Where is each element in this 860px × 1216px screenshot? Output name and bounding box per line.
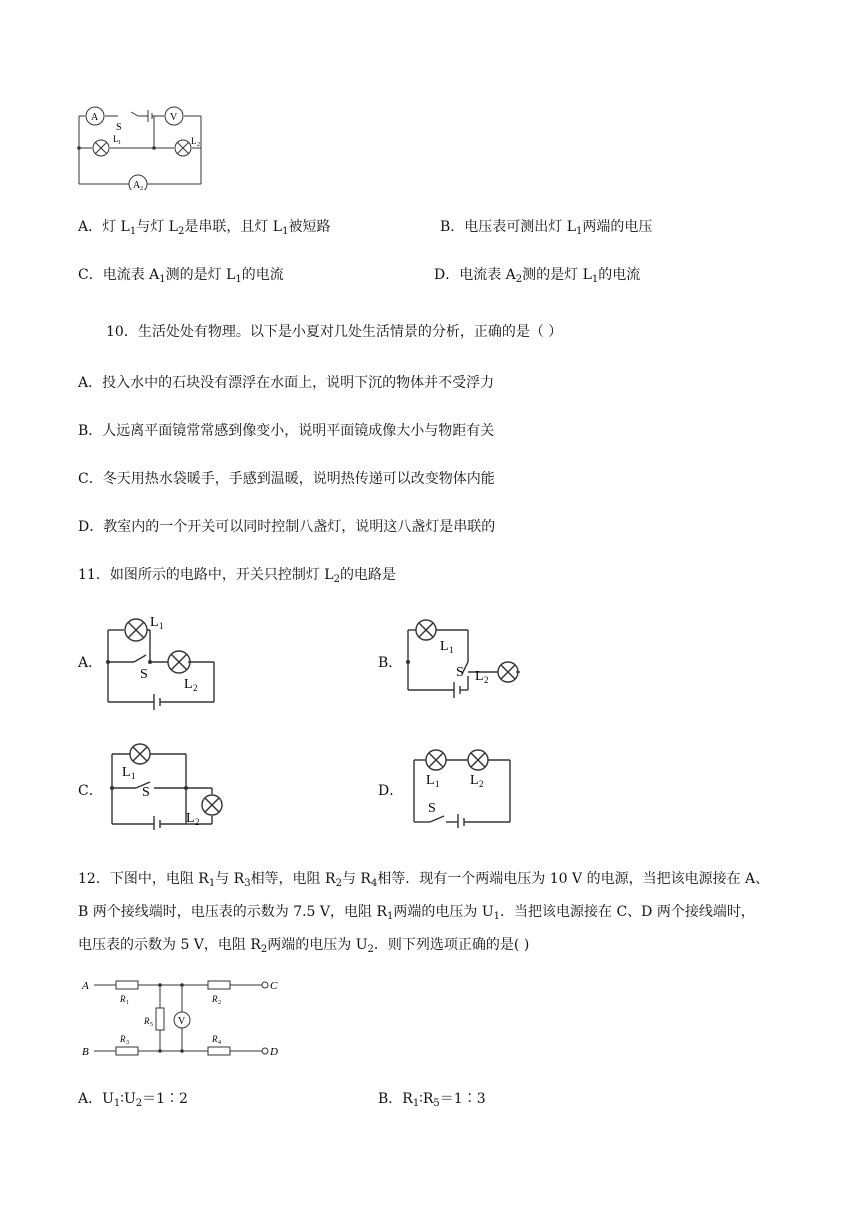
svg-text:L: L xyxy=(426,773,435,788)
svg-text:L: L xyxy=(184,677,193,692)
q10-option-b[interactable]: B．人远离平面镜常常感到像变小，说明平面镜成像大小与物距有关 xyxy=(78,423,495,439)
svg-text:D: D xyxy=(270,1046,278,1058)
svg-text:5: 5 xyxy=(150,1022,153,1028)
svg-text:L: L xyxy=(475,669,484,684)
svg-text:2: 2 xyxy=(195,817,200,827)
q9-option-d[interactable]: D．电流表 $A_2$测的是灯 $L_1$的电流 xyxy=(434,267,641,285)
svg-text:R: R xyxy=(212,1034,218,1044)
svg-text:S: S xyxy=(428,801,436,816)
svg-text:2: 2 xyxy=(140,186,143,190)
svg-text:S: S xyxy=(142,785,150,800)
svg-text:2: 2 xyxy=(197,142,200,148)
q9-circuit-diagram xyxy=(76,102,211,190)
q12-option-b[interactable]: B．$R_1∶R_5=1∶3$ xyxy=(378,1091,486,1109)
svg-text:1: 1 xyxy=(159,621,164,631)
svg-text:C: C xyxy=(270,980,278,992)
q10-stem: 10．生活处处有物理。以下是小夏对几处生活情景的分析，正确的是（ ） xyxy=(106,324,563,340)
q12-stem-line-2: B 两个接线端时，电压表的示数为 7.5 V，电阻 $R_1$两端的电压为 $U_1$．当把该电源接在 C、D 两个接线端时， xyxy=(78,904,755,922)
svg-text:S: S xyxy=(456,665,464,680)
svg-text:L: L xyxy=(470,773,479,788)
svg-text:R: R xyxy=(144,1016,150,1026)
q11-option-c-label[interactable]: C． xyxy=(78,783,103,799)
q11-stem: 11．如图所示的电路中，开关只控制灯 $L_2$的电路是 xyxy=(78,567,396,585)
lamp-l1-label: L xyxy=(113,134,119,144)
svg-text:1: 1 xyxy=(131,771,136,781)
svg-text:2: 2 xyxy=(218,1000,221,1006)
svg-text:R: R xyxy=(212,994,218,1004)
svg-text:L: L xyxy=(440,639,449,654)
q11-circuit-a[interactable] xyxy=(104,614,224,710)
svg-text:R: R xyxy=(120,1034,126,1044)
q11-option-b-label[interactable]: B． xyxy=(378,655,403,671)
q11-circuit-c[interactable] xyxy=(106,742,240,830)
q12-stem-line-1: 12．下图中，电阻 $R_1$与 $R_3$相等，电阻 $R_2$与 $R_4$相等．现有一个两端电压为 10 V 的电源，当把该电源接在 A、 xyxy=(78,871,770,889)
ammeter-a1-label: A xyxy=(91,112,99,123)
svg-text:L: L xyxy=(186,811,195,826)
q9-option-a[interactable]: A．灯 $L_1$与灯 $L_2$是串联，且灯 $L_1$被短路 xyxy=(78,219,331,237)
svg-text:L: L xyxy=(122,765,131,780)
svg-text:4: 4 xyxy=(218,1040,221,1046)
q10-option-a[interactable]: A．投入水中的石块没有漂浮在水面上，说明下沉的物体并不受浮力 xyxy=(78,375,495,391)
svg-text:2: 2 xyxy=(479,779,484,789)
ammeter-a2-label: A xyxy=(133,180,141,190)
voltmeter-label: V xyxy=(178,1016,186,1027)
q11-option-a-label[interactable]: A． xyxy=(78,655,103,671)
q12-circuit-diagram xyxy=(80,972,280,1064)
switch-label: S xyxy=(116,122,122,133)
q10-option-c[interactable]: C．冬天用热水袋暖手，手感到温暖，说明热传递可以改变物体内能 xyxy=(78,471,495,487)
svg-text:2: 2 xyxy=(484,675,489,685)
svg-text:S: S xyxy=(140,667,148,682)
svg-text:1: 1 xyxy=(435,779,440,789)
q11-circuit-b[interactable] xyxy=(404,618,524,702)
q9-option-c[interactable]: C．电流表 $A_1$测的是灯 $L_1$的电流 xyxy=(78,267,284,285)
svg-text:A: A xyxy=(82,980,89,992)
svg-text:1: 1 xyxy=(126,1000,129,1006)
q10-option-d[interactable]: D．教室内的一个开关可以同时控制八盏灯，说明这八盏灯是串联的 xyxy=(78,519,496,535)
q12-stem-line-3: 电压表的示数为 5 V，电阻 $R_2$两端的电压为 $U_2$．则下列选项正确的是( ) xyxy=(78,937,530,955)
q12-option-a[interactable]: A．$U_1∶U_2=1∶2$ xyxy=(78,1091,188,1109)
q11-circuit-d[interactable] xyxy=(410,746,520,828)
q11-option-d-label[interactable]: D． xyxy=(378,783,404,799)
lamp-l2-label: L xyxy=(191,136,197,146)
svg-text:L: L xyxy=(150,615,159,630)
svg-text:1: 1 xyxy=(118,140,121,146)
svg-text:3: 3 xyxy=(126,1040,129,1046)
svg-text:2: 2 xyxy=(193,683,198,693)
svg-text:1: 1 xyxy=(449,645,454,655)
svg-text:B: B xyxy=(82,1046,89,1058)
svg-text:R: R xyxy=(120,994,126,1004)
q9-option-b[interactable]: B．电压表可测出灯 $L_1$两端的电压 xyxy=(440,219,653,237)
voltmeter-label: V xyxy=(170,112,178,123)
